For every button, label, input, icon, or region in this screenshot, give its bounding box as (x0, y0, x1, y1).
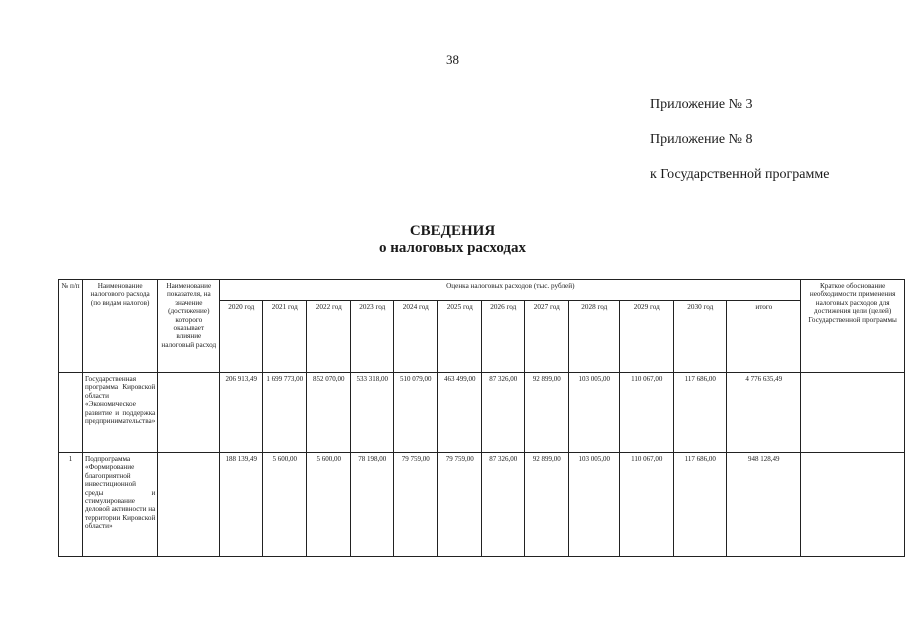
header-estimate-group: Оценка налоговых расходов (тыс. рублей) (220, 280, 801, 301)
row-justification (801, 453, 905, 557)
appendix-line-2: Приложение № 8 (650, 132, 753, 147)
row-value: 103 005,00 (569, 453, 620, 557)
row-value: 78 198,00 (351, 453, 394, 557)
row-value: 5 600,00 (307, 453, 351, 557)
row-value: 533 318,00 (351, 373, 394, 453)
header-index: № п/п (59, 280, 83, 373)
document-title (0, 223, 905, 257)
header-year: 2027 год (525, 301, 569, 373)
table-row (59, 373, 905, 453)
row-total: 948 128,49 (727, 453, 801, 557)
title-line-1: СВЕДЕНИЯ (409, 223, 496, 239)
row-value: 852 070,00 (307, 373, 351, 453)
row-total: 4 776 635,49 (727, 373, 801, 453)
header-year: 2026 год (482, 301, 525, 373)
row-value: 79 759,00 (394, 453, 438, 557)
row-value: 92 899,00 (525, 373, 569, 453)
title-line-2: о налоговых расходах (379, 240, 526, 256)
row-value: 110 067,00 (620, 453, 674, 557)
row-name: Государственная программа Кировской области «Экономическое развитие и поддержка предпринимательства» (83, 373, 158, 453)
header-indicator: Наименование показателя, на значение (достижение) которого оказывает влияние налоговый расход (158, 280, 220, 373)
header-year: 2021 год (263, 301, 307, 373)
row-value: 463 499,00 (438, 373, 482, 453)
header-year: 2022 год (307, 301, 351, 373)
row-value: 1 699 773,00 (263, 373, 307, 453)
header-year: 2025 год (438, 301, 482, 373)
header-name: Наименование налогового расхода (по видам налогов) (83, 280, 158, 373)
header-year: 2028 год (569, 301, 620, 373)
header-year: 2029 год (620, 301, 674, 373)
header-row-1 (59, 280, 905, 301)
appendix-line-1: Приложение № 3 (650, 97, 753, 112)
row-index (59, 373, 83, 453)
row-justification (801, 373, 905, 453)
row-value: 79 759,00 (438, 453, 482, 557)
row-value: 87 326,00 (482, 373, 525, 453)
row-value: 5 600,00 (263, 453, 307, 557)
header-justification: Краткое обоснование необходимости применения налоговых расходов для достижения цели (целей) Государственной программы (801, 280, 905, 373)
row-value: 188 139,49 (220, 453, 263, 557)
row-indicator (158, 373, 220, 453)
table-row (59, 453, 905, 557)
header-year: 2030 год (674, 301, 727, 373)
row-value: 117 686,00 (674, 453, 727, 557)
header-total: итого (727, 301, 801, 373)
row-value: 92 899,00 (525, 453, 569, 557)
row-name: Подпрограмма «Формирование благоприятной инвестиционной среды и стимулирование деловой активности на территории Кировской области» (83, 453, 158, 557)
row-value: 206 913,49 (220, 373, 263, 453)
row-value: 117 686,00 (674, 373, 727, 453)
row-indicator (158, 453, 220, 557)
appendix-line-3: к Государственной программе (650, 167, 830, 182)
page-number: 38 (446, 52, 459, 67)
header-year: 2023 год (351, 301, 394, 373)
row-value: 87 326,00 (482, 453, 525, 557)
row-value: 510 079,00 (394, 373, 438, 453)
row-index: 1 (59, 453, 83, 557)
header-year: 2024 год (394, 301, 438, 373)
row-value: 110 067,00 (620, 373, 674, 453)
header-year: 2020 год (220, 301, 263, 373)
tax-expenditure-table (58, 279, 905, 557)
row-value: 103 005,00 (569, 373, 620, 453)
